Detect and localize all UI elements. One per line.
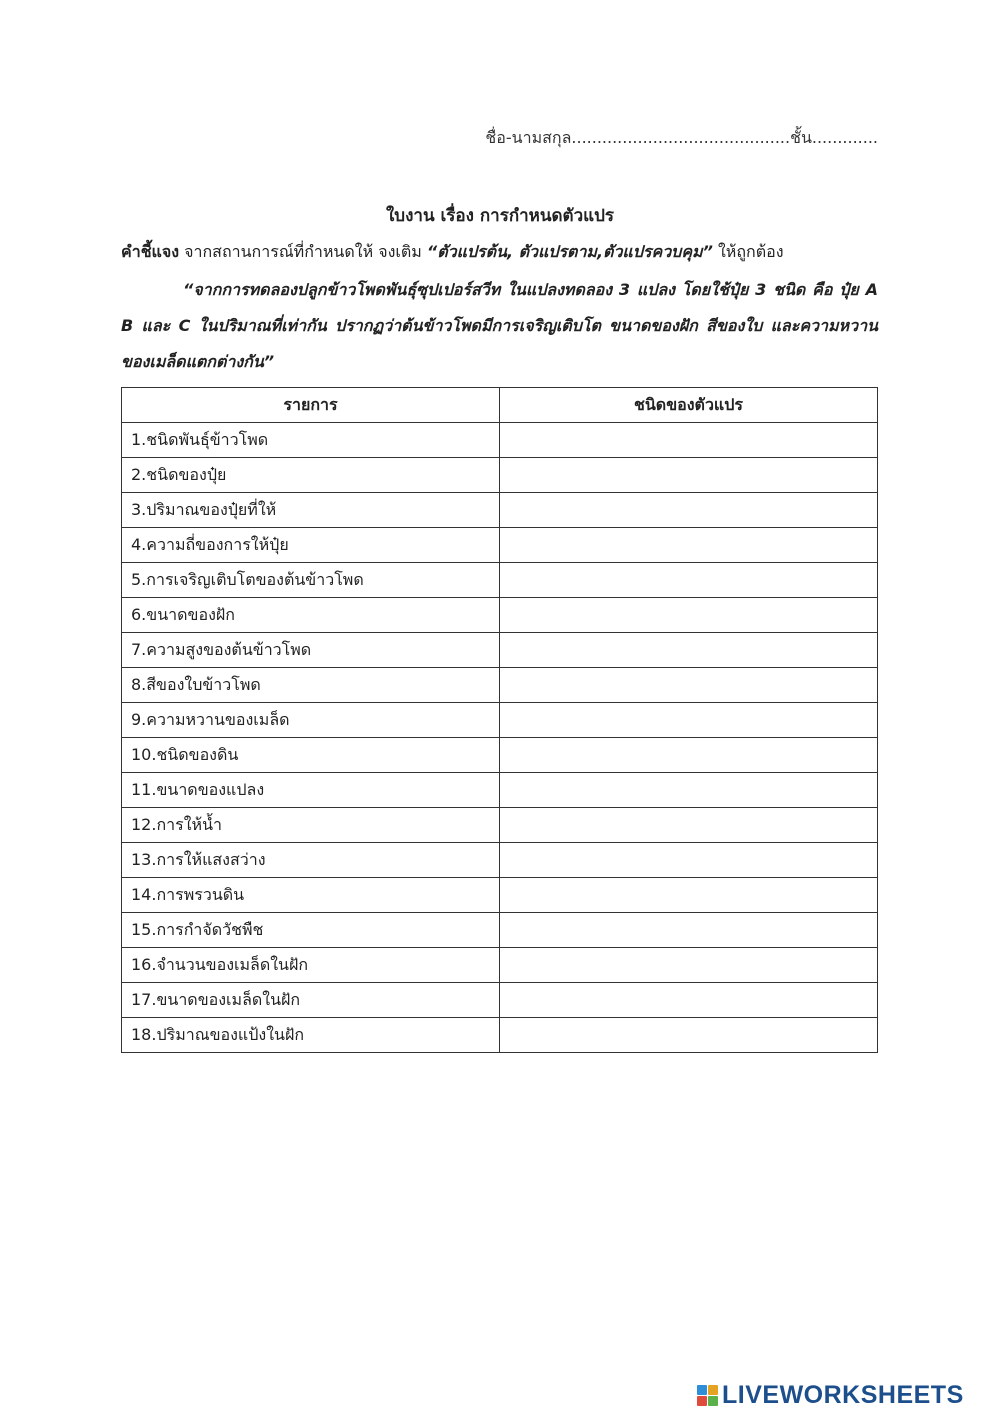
answer-cell: [500, 633, 878, 668]
variable-type-input[interactable]: [506, 987, 871, 1014]
item-label: 18.ปริมาณของแป้งในฝัก: [122, 1018, 500, 1053]
table-row: [122, 668, 878, 703]
table-row: [122, 773, 878, 808]
instruction-text: จากสถานการณ์ที่กำหนดให้ จงเติม: [179, 242, 427, 261]
variable-type-input[interactable]: [506, 637, 871, 664]
answer-cell: [500, 458, 878, 493]
answer-cell: [500, 528, 878, 563]
variable-type-input[interactable]: [506, 1022, 871, 1049]
item-label: 5.การเจริญเติบโตของต้นข้าวโพด: [122, 563, 500, 598]
liveworksheets-logo: [697, 1381, 964, 1410]
answer-cell: [500, 703, 878, 738]
answer-cell: [500, 738, 878, 773]
answer-cell: [500, 913, 878, 948]
table-row: [122, 1018, 878, 1053]
instruction-lead: คำชี้แจง: [121, 242, 180, 261]
variable-type-input[interactable]: [506, 672, 871, 699]
answer-cell: [500, 493, 878, 528]
table-row: [122, 493, 878, 528]
variable-type-input[interactable]: [506, 812, 871, 839]
table-header-row: [122, 388, 878, 423]
variable-type-input[interactable]: [506, 497, 871, 524]
item-label: 7.ความสูงของต้นข้าวโพด: [122, 633, 500, 668]
table-row: [122, 808, 878, 843]
item-label: 9.ความหวานของเมล็ด: [122, 703, 500, 738]
table-row: [122, 913, 878, 948]
table-row: [122, 983, 878, 1018]
answer-cell: [500, 983, 878, 1018]
item-label: 3.ปริมาณของปุ๋ยที่ให้: [122, 493, 500, 528]
variable-type-input[interactable]: [506, 742, 871, 769]
instruction-variables: “ตัวแปรต้น, ตัวแปรตาม,ตัวแปรควบคุม”: [426, 242, 713, 261]
item-label: 2.ชนิดของปุ๋ย: [122, 458, 500, 493]
item-label: 13.การให้แสงสว่าง: [122, 843, 500, 878]
variable-type-input[interactable]: [506, 847, 871, 874]
item-label: 17.ขนาดของเมล็ดในฝัก: [122, 983, 500, 1018]
variable-type-input[interactable]: [506, 917, 871, 944]
variable-type-input[interactable]: [506, 952, 871, 979]
variable-type-input[interactable]: [506, 882, 871, 909]
answer-cell: [500, 598, 878, 633]
table-row: [122, 423, 878, 458]
item-label: 12.การให้น้ำ: [122, 808, 500, 843]
instruction: [121, 240, 881, 265]
answer-cell: [500, 773, 878, 808]
instruction-tail: ให้ถูกต้อง: [712, 242, 784, 261]
variable-type-input[interactable]: [506, 567, 871, 594]
table-row: [122, 633, 878, 668]
column-header-item: รายการ: [122, 388, 500, 423]
name-class-line: ชื่อ-นามสกุล...........................................ชั้น.............: [485, 128, 878, 147]
item-label: 8.สีของใบข้าวโพด: [122, 668, 500, 703]
item-label: 11.ขนาดของแปลง: [122, 773, 500, 808]
item-label: 4.ความถี่ของการให้ปุ๋ย: [122, 528, 500, 563]
column-header-variable-type: ชนิดของตัวแปร: [500, 388, 878, 423]
scenario-text: “จากการทดลองปลูกข้าวโพดพันธุ์ซุปเปอร์สวีท ในแปลงทดลอง 3 แปลง โดยใช้ปุ๋ย 3 ชนิด คือ ปุ๋ย A B และ C ในปริมาณที่เท่ากัน ปรากฏว่าต้นข้าวโพดมีการเจริญเติบโต ขนาดของฝัก สีของใบ และความหวานของเมล็ดแตกต่างกัน”: [121, 280, 878, 371]
answer-cell: [500, 563, 878, 598]
item-label: 10.ชนิดของดิน: [122, 738, 500, 773]
answer-cell: [500, 808, 878, 843]
variable-type-input[interactable]: [506, 532, 871, 559]
answer-cell: [500, 878, 878, 913]
item-label: 6.ขนาดของฝัก: [122, 598, 500, 633]
variable-type-input[interactable]: [506, 707, 871, 734]
table-row: [122, 738, 878, 773]
table-row: [122, 598, 878, 633]
answer-cell: [500, 423, 878, 458]
variable-type-input[interactable]: [506, 777, 871, 804]
worksheet-title: ใบงาน เรื่อง การกำหนดตัวแปร: [386, 206, 614, 226]
answer-cell: [500, 948, 878, 983]
worksheet-table: [121, 387, 878, 1053]
item-label: 14.การพรวนดิน: [122, 878, 500, 913]
table-row: [122, 878, 878, 913]
table-row: [122, 458, 878, 493]
logo-text: LIVEWORKSHEETS: [722, 1381, 964, 1409]
table-row: [122, 528, 878, 563]
table-row: [122, 563, 878, 598]
item-label: 16.จำนวนของเมล็ดในฝัก: [122, 948, 500, 983]
item-label: 15.การกำจัดวัชพืช: [122, 913, 500, 948]
answer-cell: [500, 843, 878, 878]
variable-type-input[interactable]: [506, 462, 871, 489]
answer-cell: [500, 1018, 878, 1053]
table-row: [122, 703, 878, 738]
variable-type-input[interactable]: [506, 602, 871, 629]
table-row: [122, 948, 878, 983]
logo-mark-icon: [697, 1385, 718, 1406]
table-row: [122, 843, 878, 878]
item-label: 1.ชนิดพันธุ์ข้าวโพด: [122, 423, 500, 458]
variable-type-input[interactable]: [506, 427, 871, 454]
answer-cell: [500, 668, 878, 703]
